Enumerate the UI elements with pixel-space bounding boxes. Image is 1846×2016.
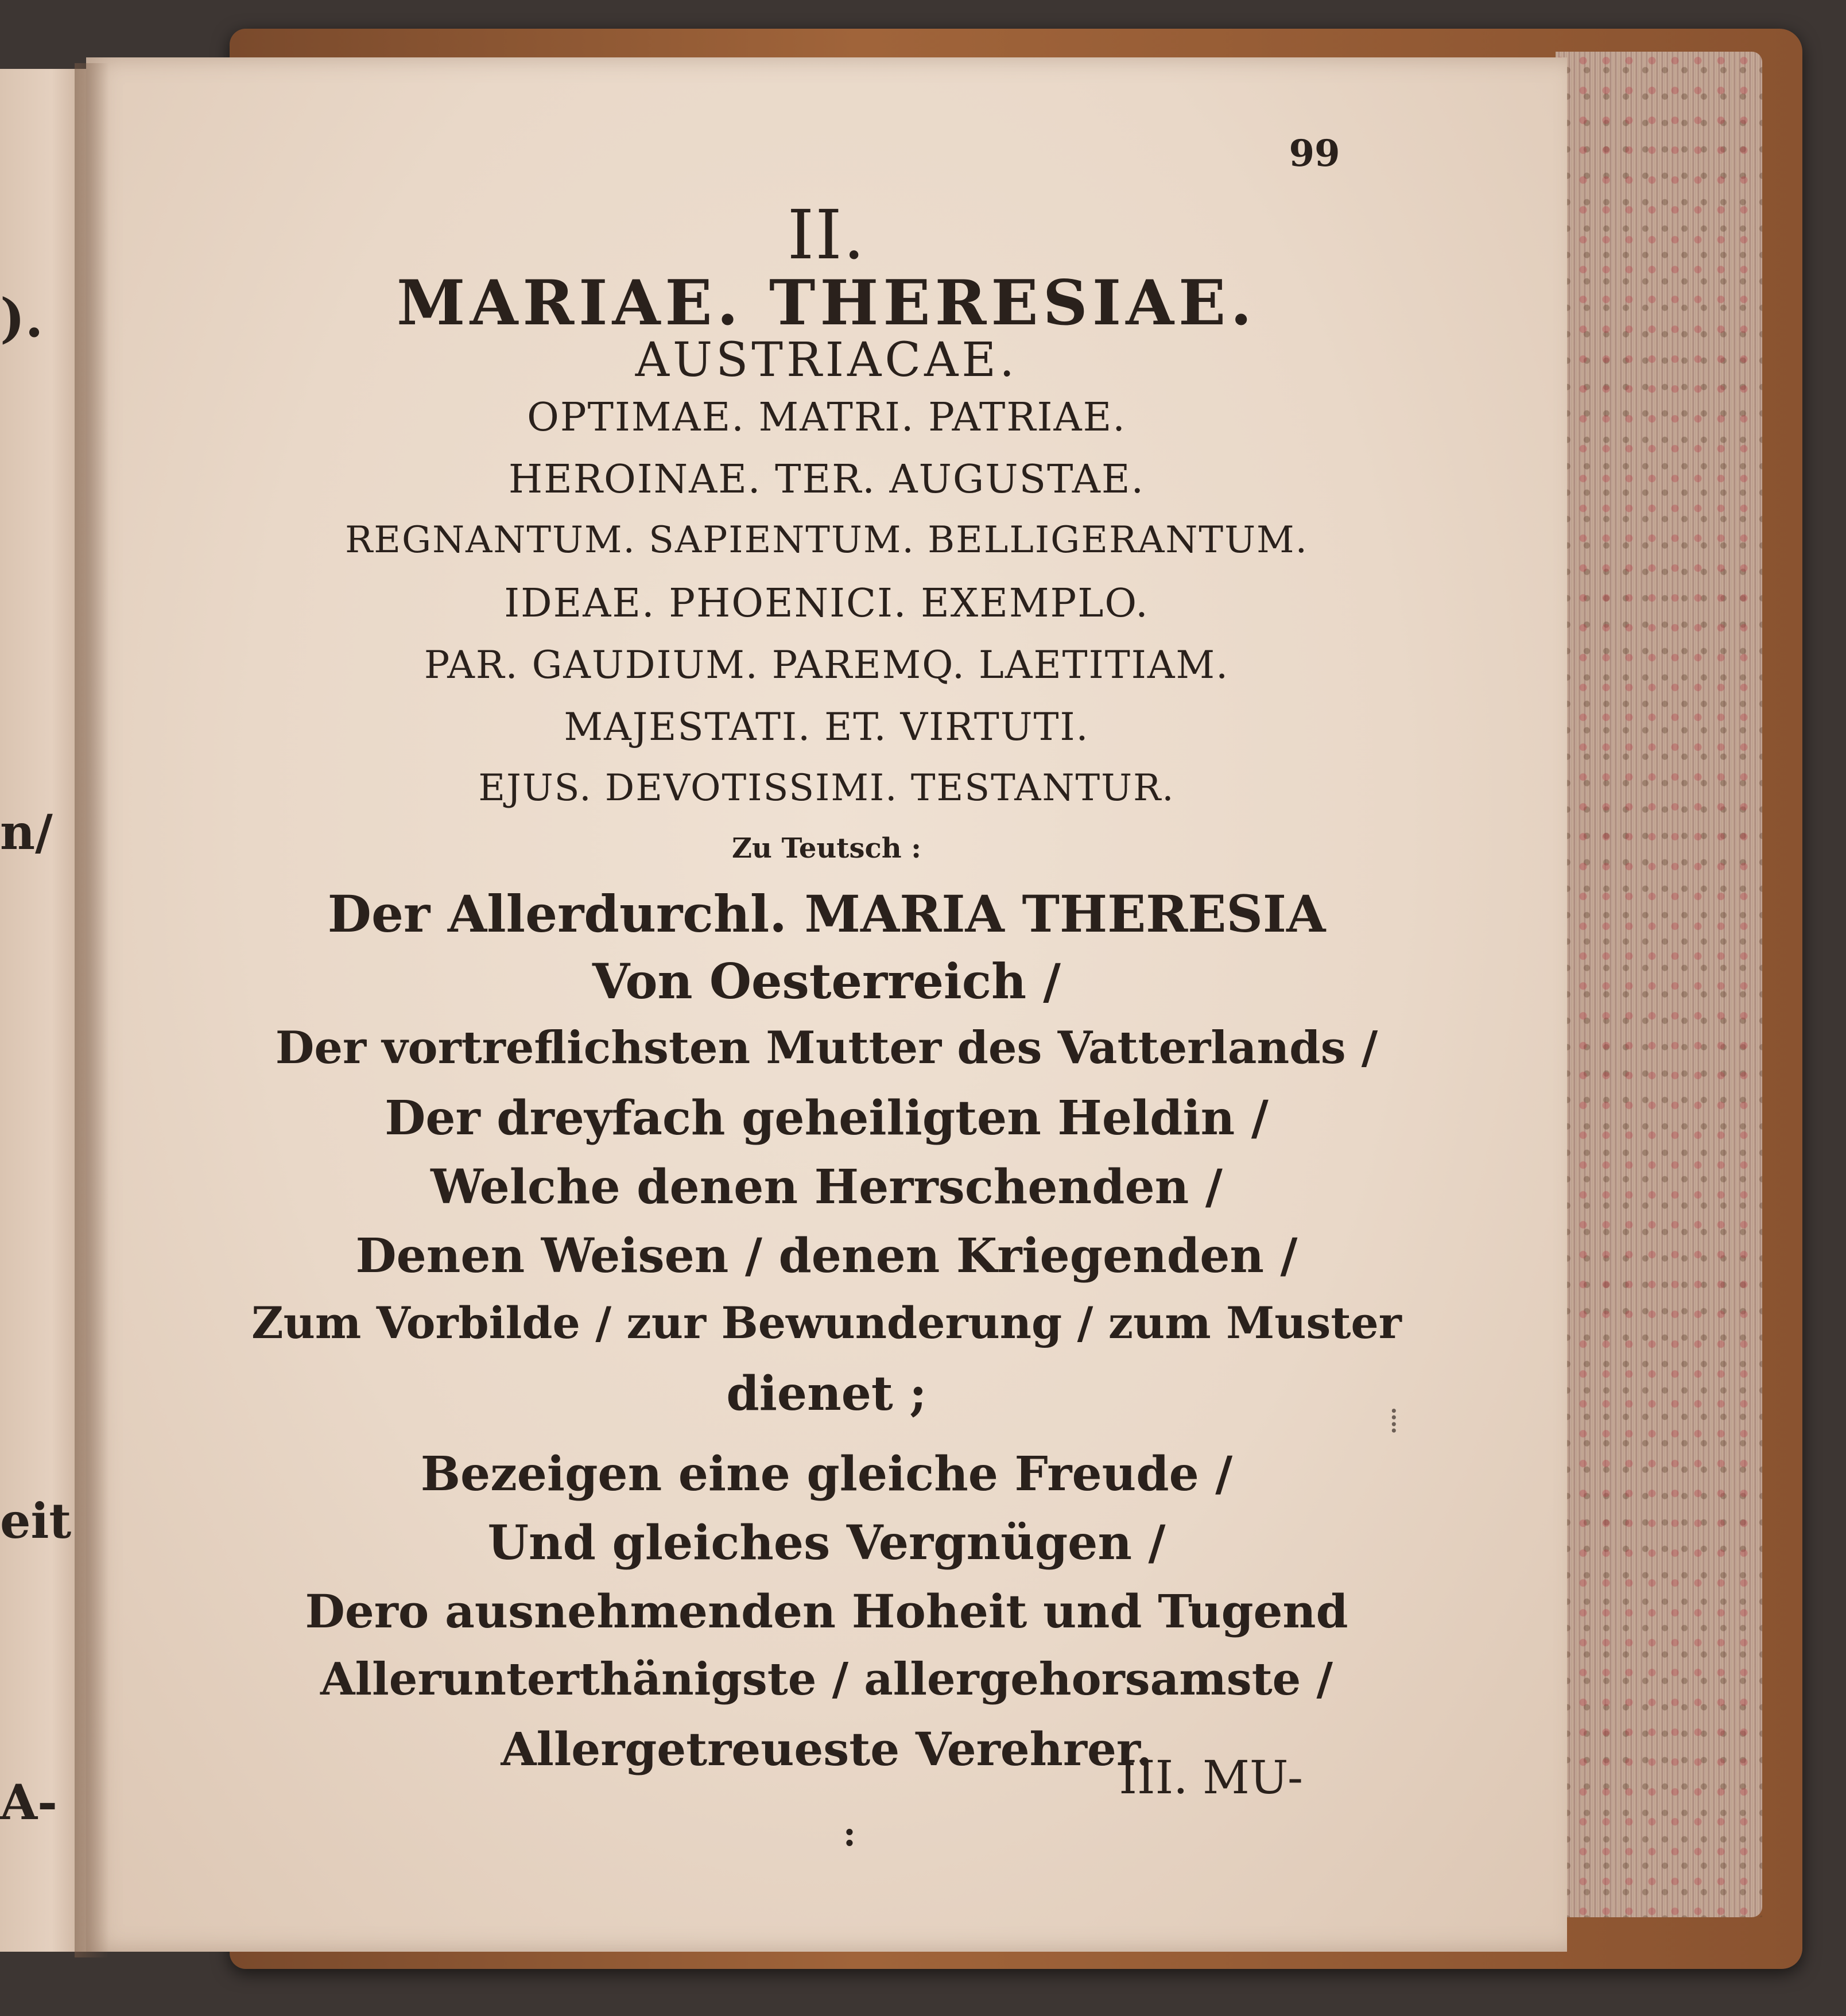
latin-line: REGNANTUM. SAPIENTUM. BELLIGERANTUM.	[345, 519, 1308, 561]
latin-line: PAR. GAUDIUM. PAREMQ. LAETITIAM.	[424, 643, 1230, 687]
german-line: Und gleiches Vergnügen /	[487, 1515, 1166, 1571]
left-page-fragment: n/	[0, 804, 53, 860]
german-line: Allerunterthänigste / allergehorsamste /	[320, 1653, 1333, 1705]
german-line: Der Allerdurchl. MARIA THERESIA	[327, 884, 1326, 944]
latin-line: MAJESTATI. ET. VIRTUTI.	[564, 705, 1089, 749]
german-line: Bezeigen eine gleiche Freude /	[420, 1447, 1233, 1502]
heading-numeral: II.	[787, 195, 866, 274]
german-line: dienet ;	[726, 1366, 927, 1421]
ornament-mark: :	[843, 1814, 856, 1854]
german-line: Welche denen Herrschenden /	[431, 1160, 1223, 1215]
latin-line: HEROINAE. TER. AUGUSTAE.	[508, 457, 1145, 502]
german-line: Zum Vorbilde / zur Bewunderung / zum Muster	[251, 1297, 1402, 1348]
german-line: Denen Weisen / denen Kriegenden /	[355, 1228, 1298, 1284]
left-page-fragment: ).	[0, 287, 44, 349]
latin-line: OPTIMAE. MATRI. PATRIAE.	[527, 395, 1126, 440]
page-edges	[1556, 52, 1762, 1917]
german-intro: Zu Teutsch :	[731, 832, 922, 864]
left-page-fragment: A-	[0, 1774, 58, 1831]
german-line: Dero ausnehmenden Hoheit und Tugend	[305, 1584, 1348, 1638]
german-line: Von Oesterreich /	[592, 953, 1061, 1010]
left-page-fragment: eit	[0, 1492, 72, 1549]
catchword: III. MU-	[1119, 1751, 1303, 1804]
latin-line: AUSTRIACAE.	[635, 333, 1018, 387]
latin-line: IDEAE. PHOENICI. EXEMPLO.	[504, 581, 1149, 626]
latin-line: MARIAE. THERESIAE.	[397, 267, 1256, 339]
pencil-mark: ⁞	[1389, 1401, 1399, 1441]
page-number: 99	[1289, 132, 1340, 175]
german-line: Der dreyfach geheiligten Heldin /	[385, 1091, 1269, 1146]
german-line: Allergetreueste Verehrer.	[501, 1722, 1153, 1776]
german-line: Der vortreflichsten Mutter des Vatterlands /	[275, 1022, 1378, 1074]
page-text	[86, 57, 1567, 1952]
left-page	[0, 69, 86, 1952]
latin-line: EJUS. DEVOTISSIMI. TESTANTUR.	[478, 767, 1175, 809]
